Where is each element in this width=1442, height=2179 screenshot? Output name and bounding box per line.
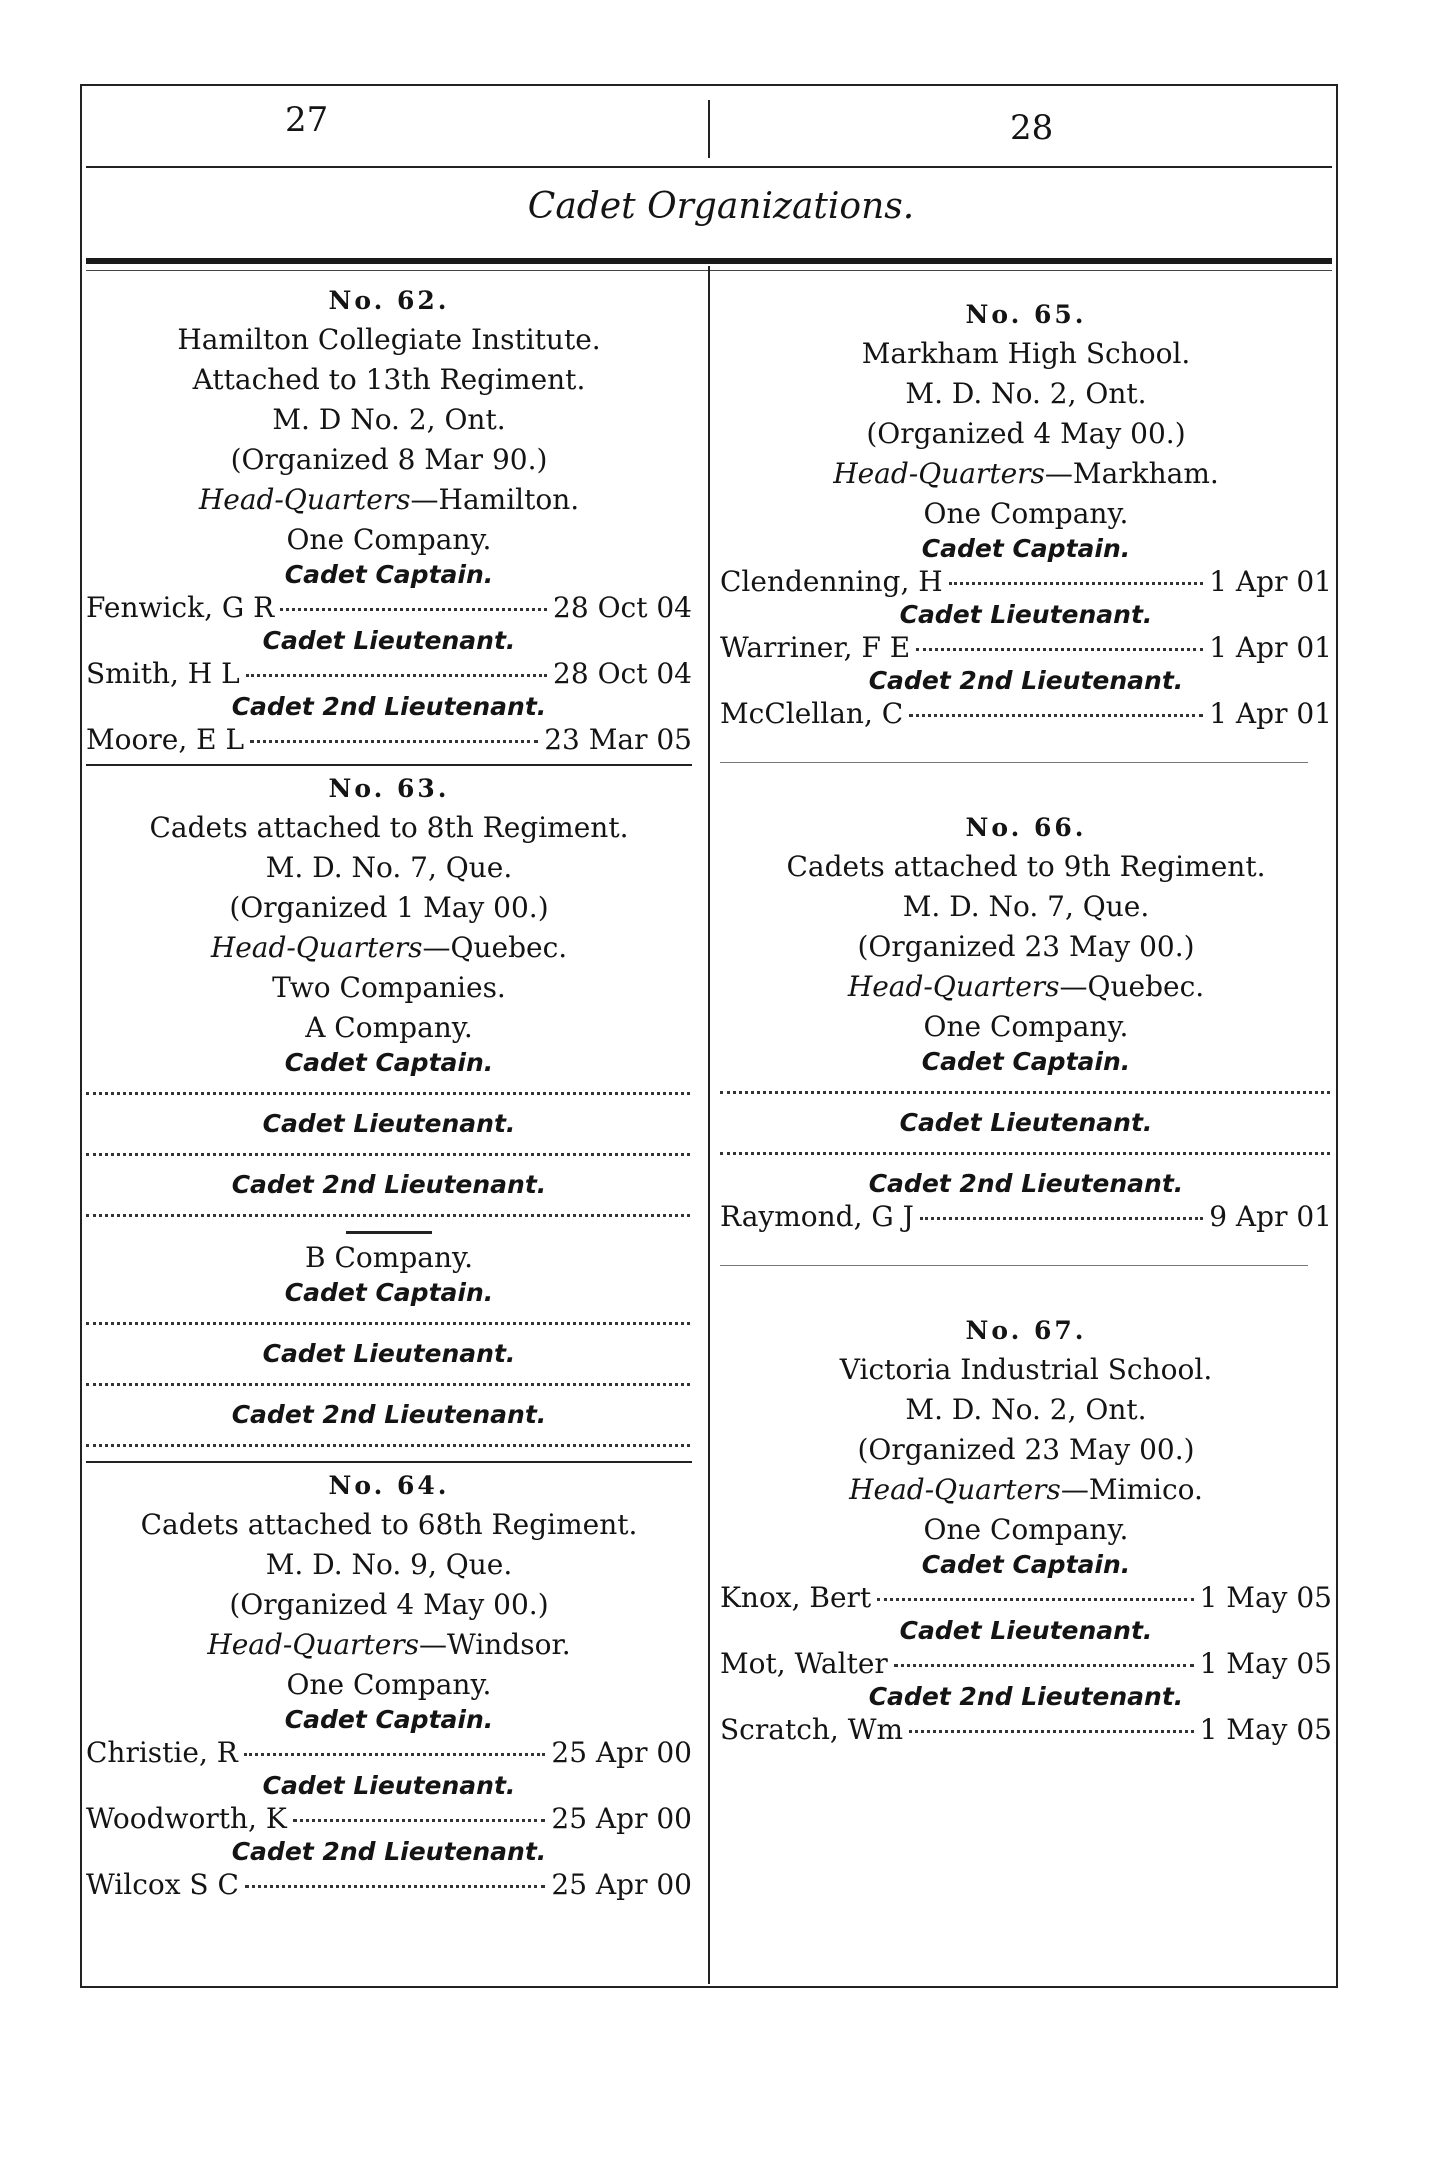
headquarters	[86, 1625, 692, 1665]
leader-dots	[246, 674, 547, 677]
officer-name: Smith, H L	[86, 657, 240, 690]
company-a: A Company.	[305, 1011, 473, 1044]
rank-lieutenant: Cadet Lieutenant.	[899, 600, 1153, 629]
school-name: Markham High School.	[861, 337, 1191, 370]
rank-captain: Cadet Captain.	[284, 1278, 494, 1307]
leader-dots	[250, 740, 538, 743]
rank-second-lieutenant: Cadet 2nd Lieutenant.	[868, 1682, 1184, 1711]
officer-name: Warriner, F E	[720, 631, 911, 664]
company-count: Two Companies.	[272, 971, 506, 1004]
entry-no-63	[86, 770, 692, 1447]
vacant-line	[86, 1369, 690, 1386]
officer-row	[86, 1801, 692, 1837]
entry-no-62	[86, 282, 692, 758]
leader-dots	[909, 1730, 1194, 1733]
leader-dots	[244, 1753, 546, 1756]
page-number-left: 27	[285, 100, 329, 140]
entry-number: No. 62.	[328, 286, 450, 315]
entry-no-65	[720, 296, 1332, 732]
headquarters	[86, 480, 692, 520]
military-district: M. D No. 2, Ont.	[272, 403, 506, 436]
military-district: M. D. No. 2, Ont.	[905, 377, 1147, 410]
officer-row	[86, 1867, 692, 1903]
officer-row	[86, 590, 692, 626]
rank-captain: Cadet Captain.	[284, 1048, 494, 1077]
leader-dots	[949, 582, 1204, 585]
hq-label: Head-Quarters	[210, 931, 423, 964]
officer-name: Fenwick, G R	[86, 591, 275, 624]
officer-name: Knox, Bert	[720, 1581, 872, 1614]
military-district: M. D. No. 7, Que.	[265, 851, 513, 884]
page-heading: Cadet Organizations.	[527, 186, 915, 227]
rank-second-lieutenant: Cadet 2nd Lieutenant.	[868, 666, 1184, 695]
leader-dots	[894, 1664, 1194, 1667]
entry-no-67	[720, 1312, 1332, 1748]
leader-dots	[245, 1885, 545, 1888]
officer-row	[720, 1712, 1332, 1748]
commission-date: 1 Apr 01	[1209, 565, 1332, 598]
vacant-line	[86, 1078, 690, 1095]
rank-lieutenant: Cadet Lieutenant.	[262, 1109, 516, 1138]
rank-second-lieutenant: Cadet 2nd Lieutenant.	[231, 692, 547, 721]
company-count: One Company.	[923, 1010, 1129, 1043]
left-column	[86, 282, 692, 1903]
hq-label: Head-Quarters	[849, 1473, 1061, 1506]
commission-date: 23 Mar 05	[544, 723, 692, 756]
hq-place: —Markham.	[1044, 457, 1219, 490]
commission-date: 25 Apr 00	[551, 1736, 692, 1769]
leader-dots	[877, 1598, 1193, 1601]
rank-captain: Cadet Captain.	[284, 560, 494, 589]
entry-separator	[86, 1461, 692, 1463]
officer-row	[720, 564, 1332, 600]
leader-dots	[280, 608, 547, 611]
rank-lieutenant: Cadet Lieutenant.	[899, 1108, 1153, 1137]
hq-place: —Quebec.	[422, 931, 568, 964]
entry-separator	[720, 762, 1308, 763]
right-column	[720, 296, 1332, 1748]
hq-label: Head-Quarters	[833, 457, 1045, 490]
organized-date: (Organized 4 May 00.)	[866, 417, 1186, 450]
header-divider	[708, 100, 710, 158]
rank-lieutenant: Cadet Lieutenant.	[899, 1616, 1153, 1645]
vacant-line	[86, 1139, 690, 1156]
rank-captain: Cadet Captain.	[921, 1550, 1131, 1579]
commission-date: 1 May 05	[1199, 1647, 1332, 1680]
commission-date: 28 Oct 04	[553, 657, 692, 690]
hq-place: —Quebec.	[1059, 970, 1205, 1003]
vacant-line	[86, 1308, 690, 1325]
military-district: M. D. No. 9, Que.	[265, 1548, 513, 1581]
column-divider	[708, 266, 710, 1984]
organized-date: (Organized 23 May 00.)	[857, 930, 1195, 963]
headquarters	[720, 967, 1332, 1007]
entry-number: No. 66.	[965, 813, 1087, 842]
headquarters	[720, 1470, 1332, 1510]
officer-name: Clendenning, H	[720, 565, 943, 598]
officer-name: Raymond, G J	[720, 1200, 914, 1233]
attachment: Cadets attached to 68th Regiment.	[140, 1508, 638, 1541]
rank-captain: Cadet Captain.	[284, 1705, 494, 1734]
hq-place: —Mimico.	[1060, 1473, 1203, 1506]
commission-date: 28 Oct 04	[553, 591, 692, 624]
rank-captain: Cadet Captain.	[921, 1047, 1131, 1076]
leader-dots	[293, 1819, 546, 1822]
attachment: Cadets attached to 9th Regiment.	[786, 850, 1266, 883]
attachment: Cadets attached to 8th Regiment.	[149, 811, 629, 844]
leader-dots	[920, 1217, 1203, 1220]
page-number-right: 28	[1010, 108, 1054, 148]
officer-row	[720, 1646, 1332, 1682]
hq-label: Head-Quarters	[198, 483, 411, 516]
company-b: B Company.	[305, 1241, 473, 1274]
entry-number: No. 63.	[328, 774, 450, 803]
entry-separator	[86, 764, 692, 766]
hq-place: —Hamilton.	[410, 483, 580, 516]
rank-captain: Cadet Captain.	[921, 534, 1131, 563]
rank-lieutenant: Cadet Lieutenant.	[262, 626, 516, 655]
officer-row	[86, 722, 692, 758]
officer-row	[720, 630, 1332, 666]
commission-date: 1 Apr 01	[1209, 631, 1332, 664]
officer-row	[86, 1735, 692, 1771]
headquarters	[720, 454, 1332, 494]
school-name: Hamilton Collegiate Institute.	[177, 323, 601, 356]
rank-second-lieutenant: Cadet 2nd Lieutenant.	[868, 1169, 1184, 1198]
hq-label: Head-Quarters	[847, 970, 1060, 1003]
rank-lieutenant: Cadet Lieutenant.	[262, 1771, 516, 1800]
entry-number: No. 65.	[965, 300, 1087, 329]
company-count: One Company.	[286, 523, 492, 556]
officer-name: Mot, Walter	[720, 1647, 888, 1680]
officer-name: Scratch, Wm	[720, 1713, 904, 1746]
rank-second-lieutenant: Cadet 2nd Lieutenant.	[231, 1400, 547, 1429]
officer-row	[720, 696, 1332, 732]
school-name: Victoria Industrial School.	[839, 1353, 1213, 1386]
organized-date: (Organized 8 Mar 90.)	[230, 443, 548, 476]
company-rule	[346, 1231, 432, 1234]
header-rule	[86, 166, 1332, 168]
entry-separator	[720, 1265, 1308, 1266]
entry-number: No. 67.	[965, 1316, 1087, 1345]
leader-dots	[916, 648, 1203, 651]
military-district: M. D. No. 2, Ont.	[905, 1393, 1147, 1426]
organized-date: (Organized 23 May 00.)	[857, 1433, 1195, 1466]
entry-no-66	[720, 809, 1332, 1235]
entry-no-64	[86, 1467, 692, 1903]
rank-second-lieutenant: Cadet 2nd Lieutenant.	[231, 1837, 547, 1866]
rank-second-lieutenant: Cadet 2nd Lieutenant.	[231, 1170, 547, 1199]
officer-name: Moore, E L	[86, 723, 245, 756]
vacant-line	[720, 1138, 1330, 1155]
commission-date: 25 Apr 00	[551, 1802, 692, 1835]
officer-name: Woodworth, K	[86, 1802, 287, 1835]
attachment: Attached to 13th Regiment.	[192, 363, 586, 396]
officer-row	[86, 656, 692, 692]
rank-lieutenant: Cadet Lieutenant.	[262, 1339, 516, 1368]
vacant-line	[86, 1430, 690, 1447]
heading-rule-thick	[86, 258, 1332, 264]
military-district: M. D. No. 7, Que.	[902, 890, 1150, 923]
vacant-line	[86, 1200, 690, 1217]
officer-row	[720, 1199, 1332, 1235]
officer-row	[720, 1580, 1332, 1616]
commission-date: 1 May 05	[1199, 1713, 1332, 1746]
hq-place: —Windsor.	[419, 1628, 571, 1661]
company-count: One Company.	[923, 497, 1129, 530]
commission-date: 1 Apr 01	[1209, 697, 1332, 730]
vacant-line	[720, 1077, 1330, 1094]
commission-date: 9 Apr 01	[1209, 1200, 1332, 1233]
company-count: One Company.	[923, 1513, 1129, 1546]
hq-label: Head-Quarters	[207, 1628, 420, 1661]
headquarters	[86, 928, 692, 968]
officer-name: Christie, R	[86, 1736, 238, 1769]
officer-name: Wilcox S C	[86, 1868, 239, 1901]
commission-date: 25 Apr 00	[551, 1868, 692, 1901]
organized-date: (Organized 1 May 00.)	[229, 891, 549, 924]
officer-name: McClellan, C	[720, 697, 904, 730]
organized-date: (Organized 4 May 00.)	[229, 1588, 549, 1621]
company-count: One Company.	[286, 1668, 492, 1701]
leader-dots	[909, 714, 1203, 717]
commission-date: 1 May 05	[1199, 1581, 1332, 1614]
entry-number: No. 64.	[328, 1471, 450, 1500]
